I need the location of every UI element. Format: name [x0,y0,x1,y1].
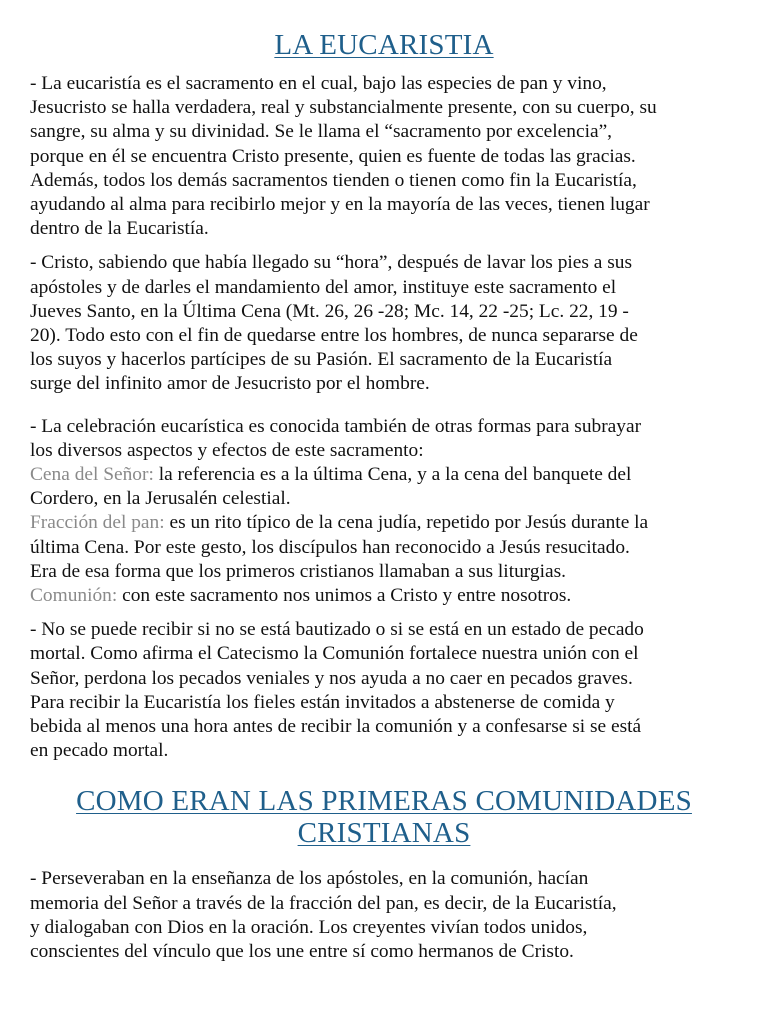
text-line: en pecado mortal. [30,740,169,762]
text-line: - La eucaristía es el sacramento en el cual, bajo las especies de pan y vino, [30,73,607,94]
title-line: COMO ERAN LAS PRIMERAS COMUNIDADES [76,785,692,818]
paragraph-requirements [30,618,738,763]
text-line [30,511,738,535]
paragraph-definition [30,72,738,241]
paragraph-institution [30,251,738,396]
text-line: sangre, su alma y su divinidad. Se le llama el “sacramento por excelencia”, [30,121,613,143]
text-line: los diversos aspectos y efectos de este sacramento: [30,439,424,461]
text-line [30,463,738,487]
text-line: 20). Todo esto con el fin de quedarse entre los hombres, de nunca separarse de [30,325,638,347]
text-line: porque en él se encuentra Cristo presente, quien es fuente de todas las gracias. [30,145,636,167]
text-line: - La celebración eucarística es conocida también de otras formas para subrayar [30,415,642,437]
text-line: ayudando al alma para recibirlo mejor y en la mayoría de las veces, tienen lugar [30,194,650,216]
text-line: mortal. Como afirma el Catecismo la Comunión fortalece nuestra unión con el [30,643,639,665]
text-line: Jueves Santo, en la Última Cena (Mt. 26, 26 -28; Mc. 14, 22 -25; Lc. 22, 19 - [30,300,629,322]
text-line: apóstoles y de darles el mandamiento del amor, instituye este sacramento el [30,276,617,298]
paragraph-names [30,415,738,609]
term-definition: la referencia es a la última Cena, y a la cena del banquete del [153,464,632,486]
text-line: memoria del Señor a través de la fracción del pan, es decir, de la Eucaristía, [30,892,617,914]
text-line: Además, todos los demás sacramentos tienden o tienen como fin la Eucaristía, [30,169,637,191]
term-definition: es un rito típico de la cena judía, repetido por Jesús durante la [164,512,649,534]
document-page [30,28,738,964]
term-fraccion-del-pan: Fracción del pan: [30,512,165,534]
text-line: - No se puede recibir si no se está bautizado o si se está en un estado de pecado [30,619,644,641]
text-line: - Perseveraban en la enseñanza de los apóstoles, en la comunión, hacían [30,868,589,890]
text-line: dentro de la Eucaristía. [30,218,209,240]
paragraph-communities [30,867,738,964]
term-cena-del-senor: Cena del Señor: [30,464,154,486]
text-line: surge del infinito amor de Jesucristo por el hombre. [30,373,430,395]
term-definition: con este sacramento nos unimos a Cristo y entre nosotros. [117,585,572,607]
text-line: Jesucristo se halla verdadera, real y substancialmente presente, con su cuerpo, su [30,97,657,119]
text-line: conscientes del vínculo que los une entre sí como hermanos de Cristo. [30,941,574,963]
text-line: los suyos y hacerlos partícipes de su Pasión. El sacramento de la Eucaristía [30,349,613,371]
term-comunion: Comunión: [30,585,118,607]
text-line: bebida al menos una hora antes de recibir la comunión y a confesarse si se está [30,716,642,738]
text-line: Para recibir la Eucaristía los fieles están invitados a abstenerse de comida y [30,691,615,713]
text-line: última Cena. Por este gesto, los discípulos han reconocido a Jesús resucitado. [30,536,630,558]
text-line [30,584,738,608]
text-line: Cordero, en la Jerusalén celestial. [30,488,291,510]
text-line: - Cristo, sabiendo que había llegado su “hora”, después de lavar los pies a sus [30,252,633,274]
title-line: CRISTIANAS [297,817,471,850]
section-title-primeras-comunidades [30,785,738,849]
text-line: Señor, perdona los pecados veniales y nos ayuda a no caer en pecados graves. [30,667,633,689]
text-line: Era de esa forma que los primeros cristianos llamaban a sus liturgias. [30,560,566,582]
section-title-eucaristia: LA EUCARISTIA [274,29,494,61]
text-line: y dialogaban con Dios en la oración. Los creyentes vivían todos unidos, [30,916,588,938]
